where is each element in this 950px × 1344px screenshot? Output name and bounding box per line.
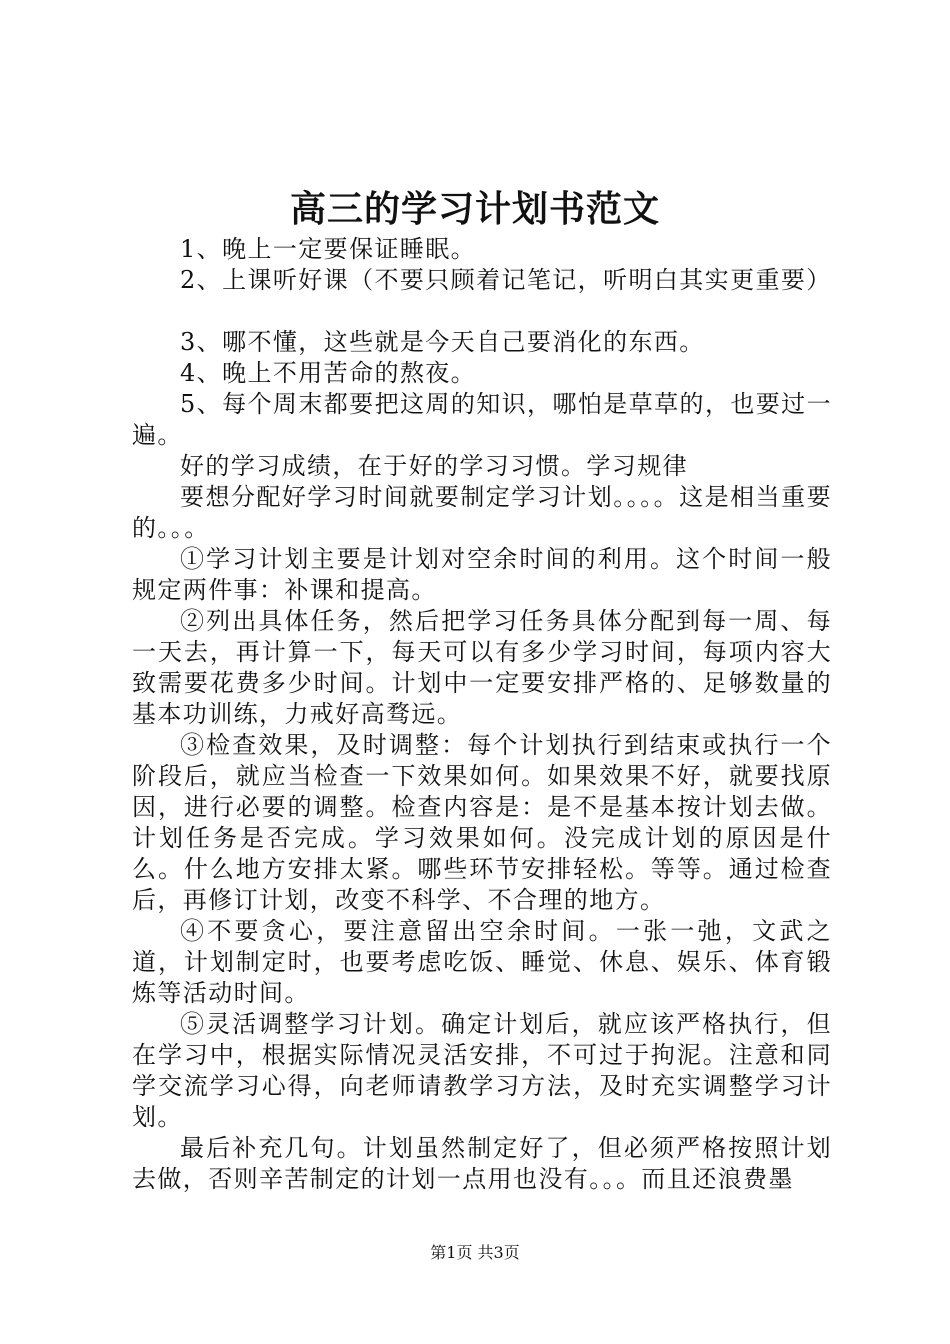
paragraph-13: 最后补充几句。计划虽然制定好了，但必须严格按照计划去做，否则辛苦制定的计划一点用也没有。。。而且还浪费墨 — [132, 1134, 832, 1193]
paragraph-3: 3、哪不懂，这些就是今天自己要消化的东西。 — [180, 328, 705, 356]
paragraph-2: 2、上课听好课（不要只顾着记笔记，听明白其实更重要） — [180, 266, 832, 294]
paragraph-11: ④不要贪心，要注意留出空余时间。一张一弛，文武之道，计划制定时，也要考虑吃饭、睡觉、休息、娱乐、体育锻炼等活动时间。 — [132, 917, 832, 1007]
paragraph-6: 好的学习成绩，在于好的学习习惯。学习规律 — [180, 452, 688, 480]
paragraph-1: 1、晚上一定要保证睡眠。 — [180, 235, 477, 263]
paragraph-9: ②列出具体任务，然后把学习任务具体分配到每一周、每一天去，再计算一下，每天可以有多少学习时间，每项内容大致需要花费多少时间。计划中一定要安排严格的、足够数量的基本功训练，力戒好高骛远。 — [132, 607, 832, 728]
paragraph-12: ⑤灵活调整学习计划。确定计划后，就应该严格执行，但在学习中，根据实际情况灵活安排，不可过于拘泥。注意和同学交流学习心得，向老师请教学习方法，及时充实调整学习计划。 — [132, 1010, 832, 1131]
paragraph-10: ③检查效果，及时调整：每个计划执行到结束或执行一个阶段后，就应当检查一下效果如何。如果效果不好，就要找原因，进行必要的调整。检查内容是：是不是基本按计划去做。计划任务是否完成。学习效果如何。没完成计划的原因是什么。什么地方安排太紧。哪些环节安排轻松。等等。通过检查后，再修订计划，改变不科学、不合理的地方。 — [132, 731, 832, 914]
page-number-footer: 第1页 共3页 — [430, 1243, 520, 1262]
paragraph-8: ①学习计划主要是计划对空余时间的利用。这个时间一般规定两件事：补课和提高。 — [132, 545, 832, 604]
document-body — [132, 234, 832, 1195]
document-title: 高三的学习计划书范文 — [289, 188, 660, 230]
paragraph-7: 要想分配好学习时间就要制定学习计划。。。。这是相当重要的。。。 — [132, 483, 832, 542]
paragraph-5: 5、每个周末都要把这周的知识，哪怕是草草的，也要过一遍。 — [132, 390, 832, 449]
paragraph-4: 4、晚上不用苦命的熬夜。 — [180, 359, 477, 387]
